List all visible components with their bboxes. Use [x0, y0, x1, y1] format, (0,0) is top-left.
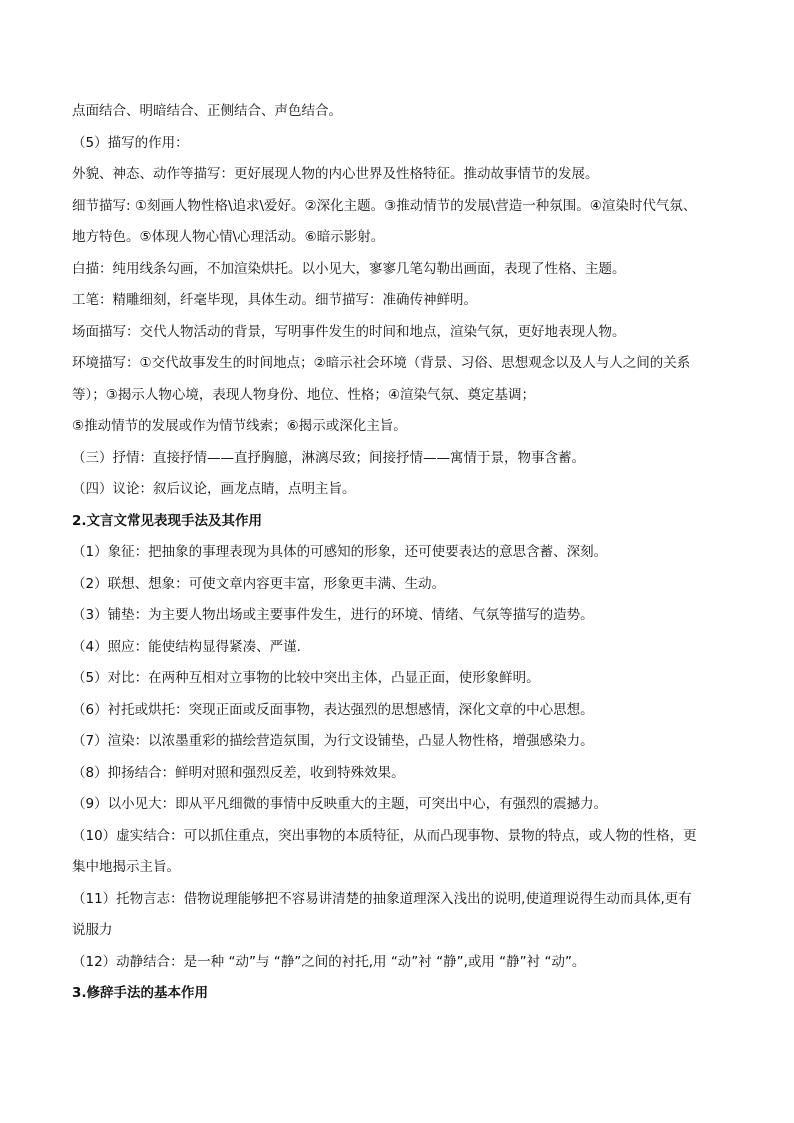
text-line: （5）描写的作用：: [72, 134, 189, 151]
text-line: 点面结合、明暗结合、正侧结合、声色结合。: [72, 103, 342, 119]
text-line: （四）议论：叙后议论，画龙点睛，点明主旨。: [72, 481, 356, 497]
text-line: 场面描写：交代人物活动的背景，写明事件发生的时间和地点，渲染气氛，更好地表现人物。: [72, 323, 626, 340]
text-line: 环境描写：①交代故事发生的时间地点；②暗示社会环境（背景、习俗、思想观念以及人与人之间的关系: [72, 355, 691, 371]
text-line: （三）抒情：直接抒情——直抒胸臆，淋漓尽致；间接抒情——寓情于景，物事含蓄。: [72, 449, 585, 466]
text-line: （11）托物言志：借物说理能够把不容易讲清楚的抽象道理深入浅出的说明,使道理说得生动而具体,更有: [72, 890, 692, 907]
text-line: ⑤推动情节的发展或作为情节线索；⑥揭示或深化主旨。: [72, 418, 407, 434]
text-line: 细节描写: ①刻画人物性格\追求\爱好。②深化主题。③推动情节的发展\营造一种氛围。④渲染时代气氛、: [72, 197, 697, 214]
text-line: 地方特色。⑤体现人物心情\心理活动。⑥暗示影射。: [72, 229, 385, 245]
text-line: （7）渲染：以浓墨重彩的描绘营造氛围，为行文设铺垫，凸显人物性格，增强感染力。: [72, 733, 594, 749]
text-line: 白描：纯用线条勾画，不加渲染烘托。以小见大，寥寥几笔勾勒出画面，表现了性格、主题。: [72, 260, 626, 277]
text-line: 等）；③揭示人物心境，表现人物身份、地位、性格；④渲染气氛、奠定基调；: [72, 386, 535, 403]
text-line: （8）抑扬结合：鲜明对照和强烈反差，收到特殊效果。: [72, 764, 405, 781]
text-line: （1）象征：把抽象的事理表现为具体的可感知的形象，还可使要表达的意思含蓄、深刻。: [72, 544, 608, 560]
text-line: （10）虚实结合：可以抓住重点，突出事物的本质特征，从而凸现事物、景物的特点，或人物的性格，更: [72, 827, 697, 844]
text-line: （6）衬托或烘托：突现正面或反面事物，表达强烈的思想感情，深化文章的中心思想。: [72, 701, 594, 718]
document-body: [72, 96, 732, 1010]
text-line: （3）铺垫：为主要人物出场或主要事件发生，进行的环境、情绪、气氛等描写的造势。: [72, 607, 594, 623]
section-heading: 2.文言文常见表现手法及其作用: [72, 512, 263, 529]
text-line: 说服力: [72, 922, 113, 938]
text-line: （9）以小见大：即从平凡细微的事情中反映重大的主题，可突出中心，有强烈的震撼力。: [72, 796, 608, 812]
text-line: 外貌、神态、动作等描写：更好展现人物的内心世界及性格特征。推动故事情节的发展。: [72, 166, 599, 182]
text-line: 工笔：精雕细刻，纤毫毕现，具体生动。细节描写：准确传神鲜明。: [72, 292, 477, 308]
section-heading: 3.修辞手法的基本作用: [72, 985, 209, 1001]
text-line: （12）动静结合：是一种 “动”与 “静”之间的衬托,用 “动”衬 “静”,或用 “静”衬 “动”。: [72, 953, 586, 970]
text-line: （2）联想、想象：可使文章内容更丰富，形象更丰满、生动。: [72, 575, 446, 592]
text-line: 集中地揭示主旨。: [72, 859, 180, 875]
text-line: （5）对比：在两种互相对立事物的比较中突出主体，凸显正面，使形象鲜明。: [72, 670, 540, 686]
text-line: （4）照应：能使结构显得紧凑、严谨.: [72, 638, 301, 655]
